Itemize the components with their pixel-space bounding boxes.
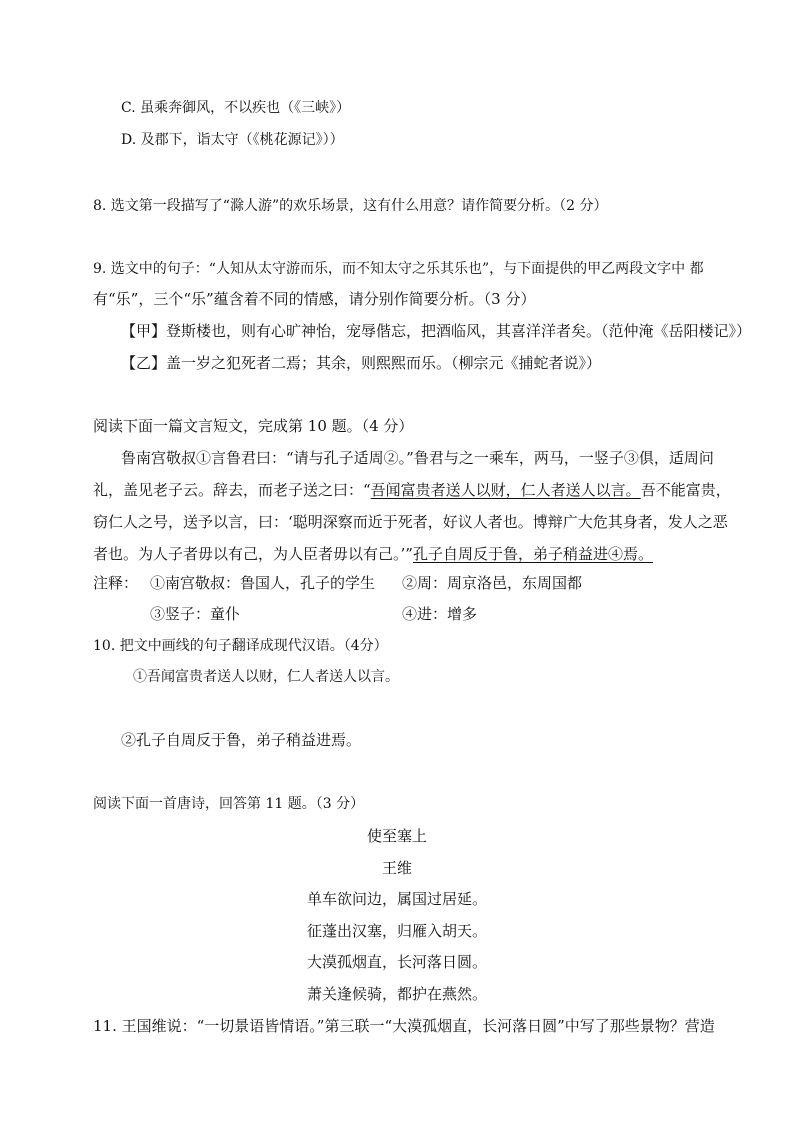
poem-line-3: 大漠孤烟直，长河落日圆。 [306, 953, 487, 971]
poem-author: 王维 [381, 859, 412, 877]
excerpt-yi: 【乙】盖一岁之犯死者二焉；其余，则熙熙而乐。（柳宗元《捕蛇者说》） [121, 354, 602, 372]
poem-line-1: 单车欲问边，属国过居延。 [306, 890, 487, 908]
note-1: ①南宫敬叔：鲁国人，孔子的学生 [150, 574, 376, 592]
question-9-line-2: 有“乐”，三个“乐”蕴含着不同的情感，请分别作简要分析。（3 分） [93, 290, 536, 308]
poem-line-2: 征蓬出汉塞，归雁入胡天。 [306, 922, 487, 940]
note-2: ②周：周京洛邑，东周国都 [402, 574, 583, 592]
passage-line-4 [93, 544, 653, 564]
poem-intro: 阅读下面一首唐诗，回答第 11 题。（3 分） [93, 796, 365, 812]
passage-line-3: 窃仁人之号，送予以言，曰：‘聪明深察而近于死者，好议人者也。博辩广大危其身者，发人之恶 [93, 513, 728, 531]
underlined-sentence-1: 吾闻富贵者送人以财，仁人者送人以言。 [370, 481, 641, 499]
poem-title: 使至塞上 [366, 827, 427, 845]
passage-line-2 [93, 480, 731, 500]
excerpt-jia: 【甲】登斯楼也，则有心旷神怡，宠辱偕忘，把酒临风，其喜洋洋者矣。（范仲淹《岳阳楼记》） [121, 322, 752, 340]
option-d: D. 及郡下，诣太守（《桃花源记》）） [121, 132, 344, 148]
reading-intro: 阅读下面一篇文言短文，完成第 10 题。（4 分） [93, 417, 414, 435]
question-11: 11. 王国维说：“一切景语皆情语。”第三联一“大漠孤烟直，长河落日圆”中写了那些景物？营造 [93, 1017, 715, 1035]
translate-sentence-1: ①吾闻富贵者送人以财，仁人者送人以言。 [133, 669, 399, 685]
option-c: C. 虽乘奔御风，不以疾也（《三峡》） [121, 100, 351, 116]
question-10: 10. 把文中画线的句子翻译成现代汉语。（4分） [93, 638, 388, 654]
passage-text: 者也。为人子者毋以有己，为人臣者毋以有己。’” [93, 545, 413, 563]
note-4: ④进：增多 [402, 605, 478, 623]
underlined-sentence-2: 孔子自周反于鲁，弟子稍益进④焉。 [412, 545, 653, 563]
note-3: ③竖子：童仆 [150, 605, 241, 623]
translate-sentence-2: ②孔子自周反于鲁，弟子稍益进焉。 [121, 731, 362, 749]
passage-text: 吾不能富贵， [640, 481, 731, 499]
notes-label: 注释： [93, 574, 139, 592]
passage-text: 礼，盖见老子云。辞去，而老子送之曰：“ [93, 481, 371, 499]
passage-line-1: 鲁南宫敬叔①言鲁君曰：“请与孔子适周②。”鲁君与之一乘车，两马，一竖子③俱，适周问 [121, 449, 714, 467]
question-8: 8. 选文第一段描写了“滁人游”的欢乐场景，这有什么用意？请作简要分析。（2 分） [93, 198, 608, 214]
question-9-line-1: 9. 选文中的句子：“人知从太守游而乐，而不知太守之乐其乐也”，与下面提供的甲乙两段文字中 都 [93, 261, 704, 277]
poem-line-4: 萧关逢候骑，都护在燕然。 [306, 985, 487, 1003]
